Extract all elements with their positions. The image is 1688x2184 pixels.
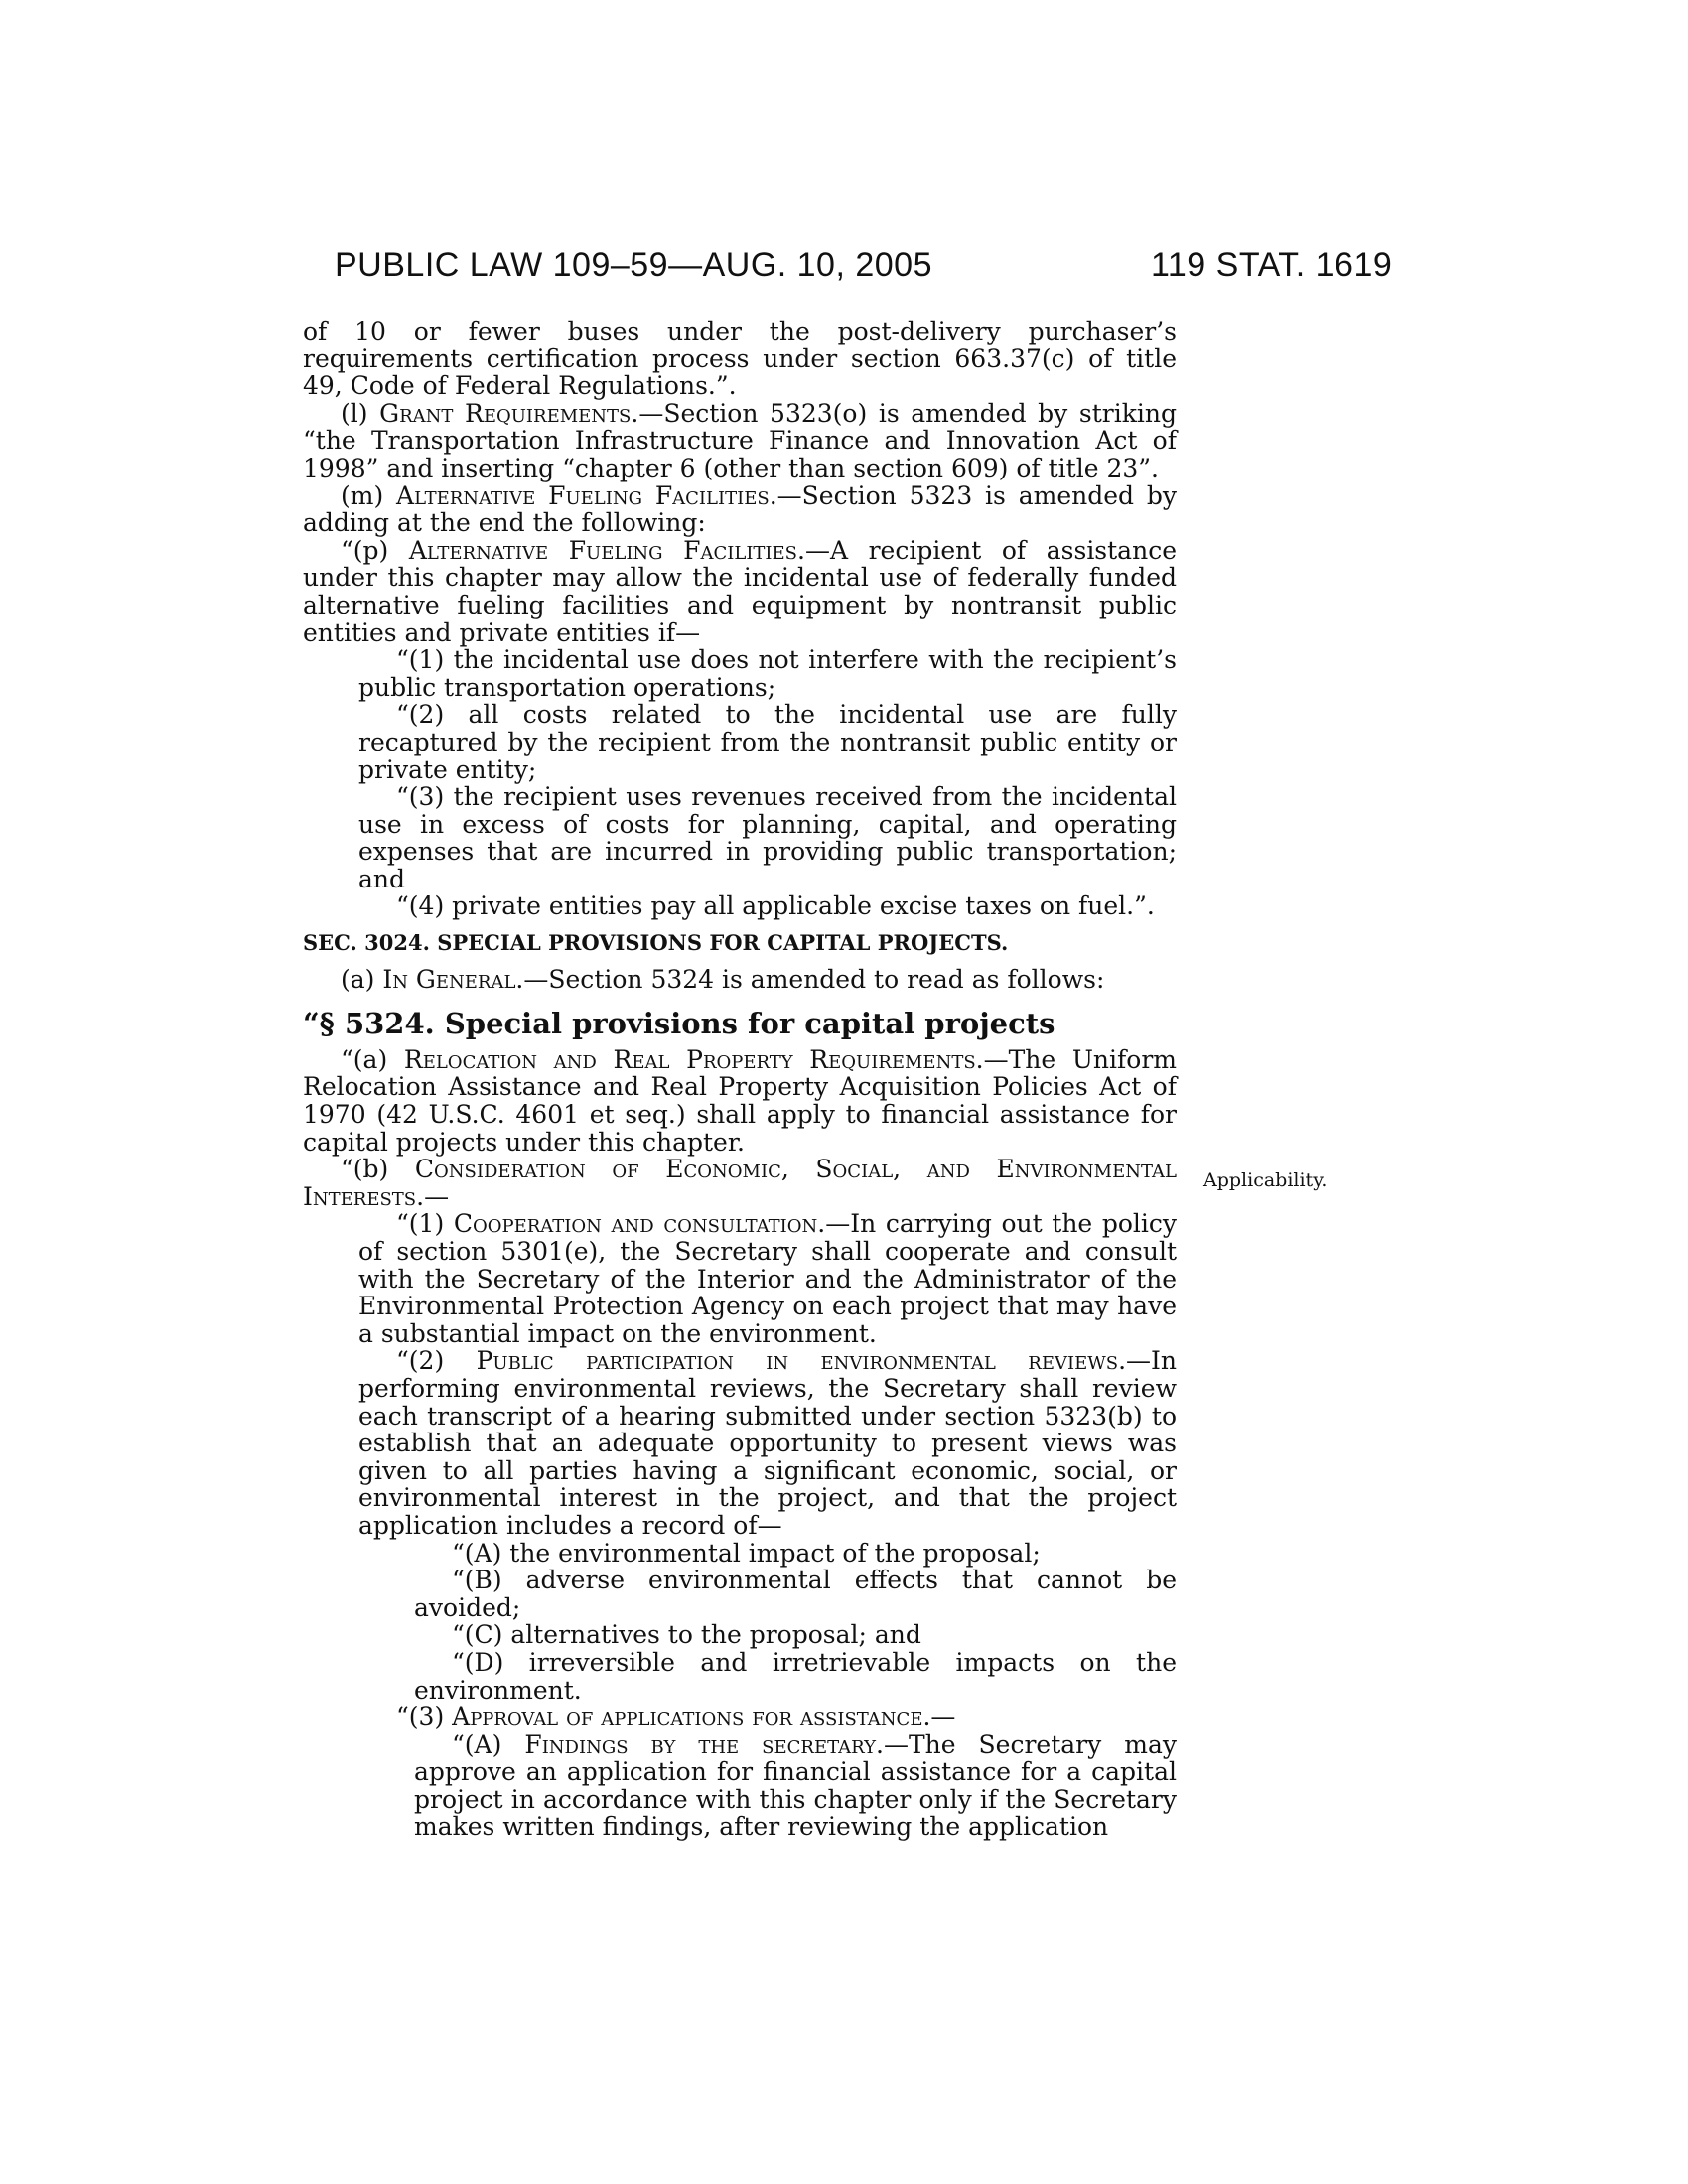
paragraph: “(A) Findings by the secretary.—The Secretary may approve an application for financial assistance for a capital project in accordance with this chapter only if the Secretary makes written findings, after reviewing the application — [414, 1729, 1177, 1842]
paragraph: (l) Grant Requirements.—Section 5323(o) is amended by striking “the Transportation Infrastructure Finance and Innovation Act of 1998” and inserting “chapter 6 (other than section 609) of title 23”. — [303, 398, 1177, 482]
section-title: “§ 5324. Special provisions for capital projects — [303, 1007, 1055, 1041]
paragraph: “(4) private entities pay all applicable excise taxes on fuel.”. — [396, 891, 1155, 921]
paragraph: “(1) the incidental use does not interfere with the recipient’s public transportation operations; — [358, 645, 1177, 702]
paragraph: “(A) the environmental impact of the proposal; — [452, 1538, 1041, 1568]
paragraph: “(3) the recipient uses revenues received from the incidental use in excess of costs for planning, capital, and operating expenses that are incurred in providing public transportation; and — [358, 782, 1177, 893]
paragraph: (a) In General.—Section 5324 is amended to read as follows: — [341, 964, 1105, 994]
paragraph: “(b) Consideration of Economic, Social, and Environmental Interests.— — [303, 1155, 1177, 1211]
paragraph: “(p) Alternative Fueling Facilities.—A recipient of assistance under this chapter may allow the incidental use of federally funded alternative fueling facilities and equipment by nontransit public entities and private entities if— — [303, 535, 1177, 647]
paragraph: “(C) alternatives to the proposal; and — [452, 1620, 921, 1650]
body-text — [303, 318, 1177, 1841]
paragraph: “(D) irreversible and irretrievable impacts on the environment. — [414, 1647, 1177, 1705]
paragraph: “(2) all costs related to the incidental use are fully recaptured by the recipient from the nontransit public entity or private entity; — [358, 700, 1177, 784]
paragraph: “(2) Public participation in environmental reviews.—In performing environmental reviews, the Secretary shall review each transcript of a hearing submitted under section 5323(b) to establish that an adequate opportunity to present views was given to all parties having a significant economic, social, or environmental interest in the project, and that the project application includes a record of— — [358, 1346, 1177, 1540]
paragraph: of 10 or fewer buses under the post-delivery purchaser’s requirements certification process under section 663.37(c) of title 49, Code of Federal Regulations.”. — [303, 317, 1177, 401]
paragraph: “(3) Approval of applications for assistance.— — [396, 1703, 956, 1732]
page-header-stat: 119 STAT. 1619 — [1151, 246, 1393, 284]
section-heading: SEC. 3024. SPECIAL PROVISIONS FOR CAPITAL PROJECTS. — [303, 930, 1009, 956]
paragraph: (m) Alternative Fueling Facilities.—Section 5323 is amended by adding at the end the following: — [303, 480, 1177, 538]
page-header-title: PUBLIC LAW 109–59—AUG. 10, 2005 — [335, 246, 932, 284]
margin-note: Applicability. — [1203, 1169, 1328, 1191]
paragraph: “(1) Cooperation and consultation.—In carrying out the policy of section 5301(e), the Secretary shall cooperate and consult with the Secretary of the Interior and the Administrator of the Environmental Protection Agency on each project that may have a substantial impact on the environment. — [358, 1209, 1178, 1348]
paragraph: “(a) Relocation and Real Property Requirements.—The Uniform Relocation Assistance and Real Property Acquisition Policies Act of 1970 (42 U.S.C. 4601 et seq.) shall apply to financial assistance for capital projects under this chapter. — [303, 1044, 1177, 1157]
paragraph: “(B) adverse environmental effects that cannot be avoided; — [414, 1566, 1177, 1622]
